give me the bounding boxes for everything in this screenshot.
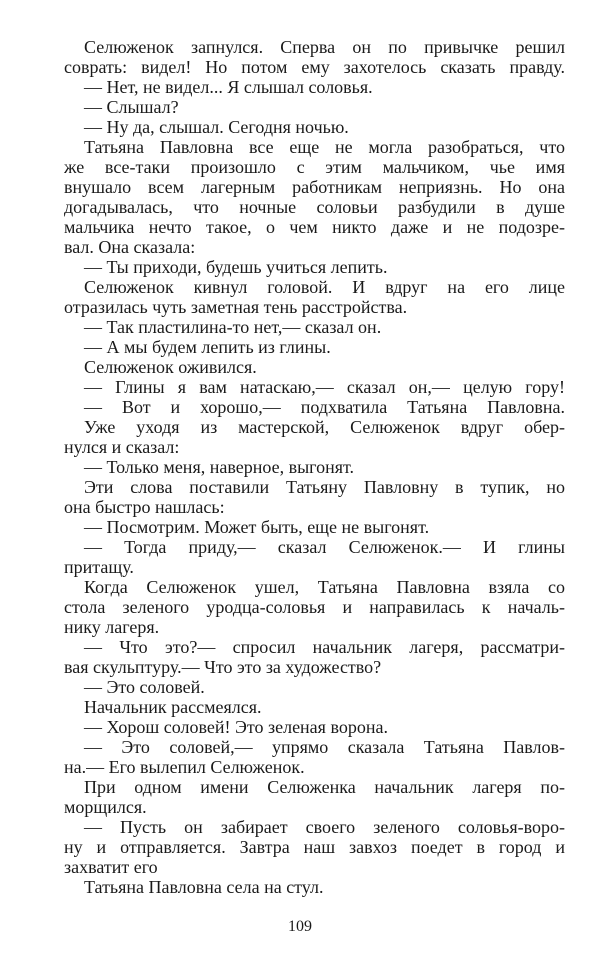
text-line: — Так пластилина-то нет,— сказал он. <box>84 317 382 337</box>
text-line: Селюженок запнулся. Сперва он по привычке решил <box>84 37 565 57</box>
text-line: — Посмотрим. Может быть, еще не выгонят. <box>84 517 430 537</box>
text-line: — Ну да, слышал. Сегодня ночью. <box>84 117 349 137</box>
text-line: — Нет, не видел... Я слышал соловья. <box>84 77 373 97</box>
text-line: захватит его <box>64 857 158 877</box>
page-body-text <box>64 37 565 897</box>
text-line: вая скульптуру.— Что это за художество? <box>64 657 382 677</box>
text-line: Селюженок оживился. <box>84 357 257 377</box>
text-line: Когда Селюженок ушел, Татьяна Павловна взяла со <box>84 577 565 597</box>
text-line: — Глины я вам натаскаю,— сказал он,— целую гору! <box>84 377 565 397</box>
text-line: внушало всем лагерным работникам неприязнь. Но она <box>64 177 565 197</box>
text-line: — Хорош соловей! Это зеленая ворона. <box>84 717 388 737</box>
text-line: мальчика нечто такое, о чем никто даже и не подозре- <box>64 217 565 237</box>
text-line: Татьяна Павловна села на стул. <box>84 877 324 897</box>
text-line: догадывалась, что ночные соловьи разбудили в душе <box>64 197 565 217</box>
text-line: — А мы будем лепить из глины. <box>84 337 331 357</box>
text-line: — Что это?— спросил начальник лагеря, рассматри- <box>84 637 565 657</box>
text-line: — Вот и хорошо,— подхватила Татьяна Павловна. <box>84 397 565 417</box>
text-line: стола зеленого уродца-соловья и направилась к началь- <box>64 597 565 617</box>
text-line: она быстро нашлась: <box>64 497 225 517</box>
text-line: вал. Она сказала: <box>64 237 196 257</box>
text-line: Эти слова поставили Татьяну Павловну в тупик, но <box>84 477 565 497</box>
text-line: При одном имени Селюженка начальник лагеря по- <box>84 777 565 797</box>
text-line: морщился. <box>64 797 147 817</box>
text-line: на.— Его вылепил Селюженок. <box>64 757 305 777</box>
text-line: же все-таки произошло с этим мальчиком, чье имя <box>64 157 565 177</box>
text-line: нулся и сказал: <box>64 437 180 457</box>
text-line: — Это соловей. <box>84 677 205 697</box>
text-line: — Только меня, наверное, выгонят. <box>84 457 355 477</box>
text-line: — Это соловей,— упрямо сказала Татьяна Павлов- <box>84 737 565 757</box>
text-line: — Ты приходи, будешь учиться лепить. <box>84 257 388 277</box>
text-line: притащу. <box>64 557 134 577</box>
text-line: — Слышал? <box>84 97 179 117</box>
text-line: отразилась чуть заметная тень расстройства. <box>64 297 408 317</box>
text-line: Селюженок кивнул головой. И вдруг на его лице <box>84 277 565 297</box>
text-line: Уже уходя из мастерской, Селюженок вдруг обер- <box>84 417 565 437</box>
text-line: Начальник рассмеялся. <box>84 697 262 717</box>
text-line: нику лагеря. <box>64 617 160 637</box>
text-line: ну и отправляется. Завтра наш завхоз поедет в город и <box>64 837 565 857</box>
text-line: — Пусть он забирает своего зеленого соловья-воро- <box>84 817 565 837</box>
text-line: соврать: видел! Но потом ему захотелось сказать правду. <box>64 57 565 77</box>
text-line: — Тогда приду,— сказал Селюженок.— И глины <box>84 537 565 557</box>
page-number: 109 <box>288 918 312 935</box>
text-line: Татьяна Павловна все еще не могла разобраться, что <box>84 137 565 157</box>
